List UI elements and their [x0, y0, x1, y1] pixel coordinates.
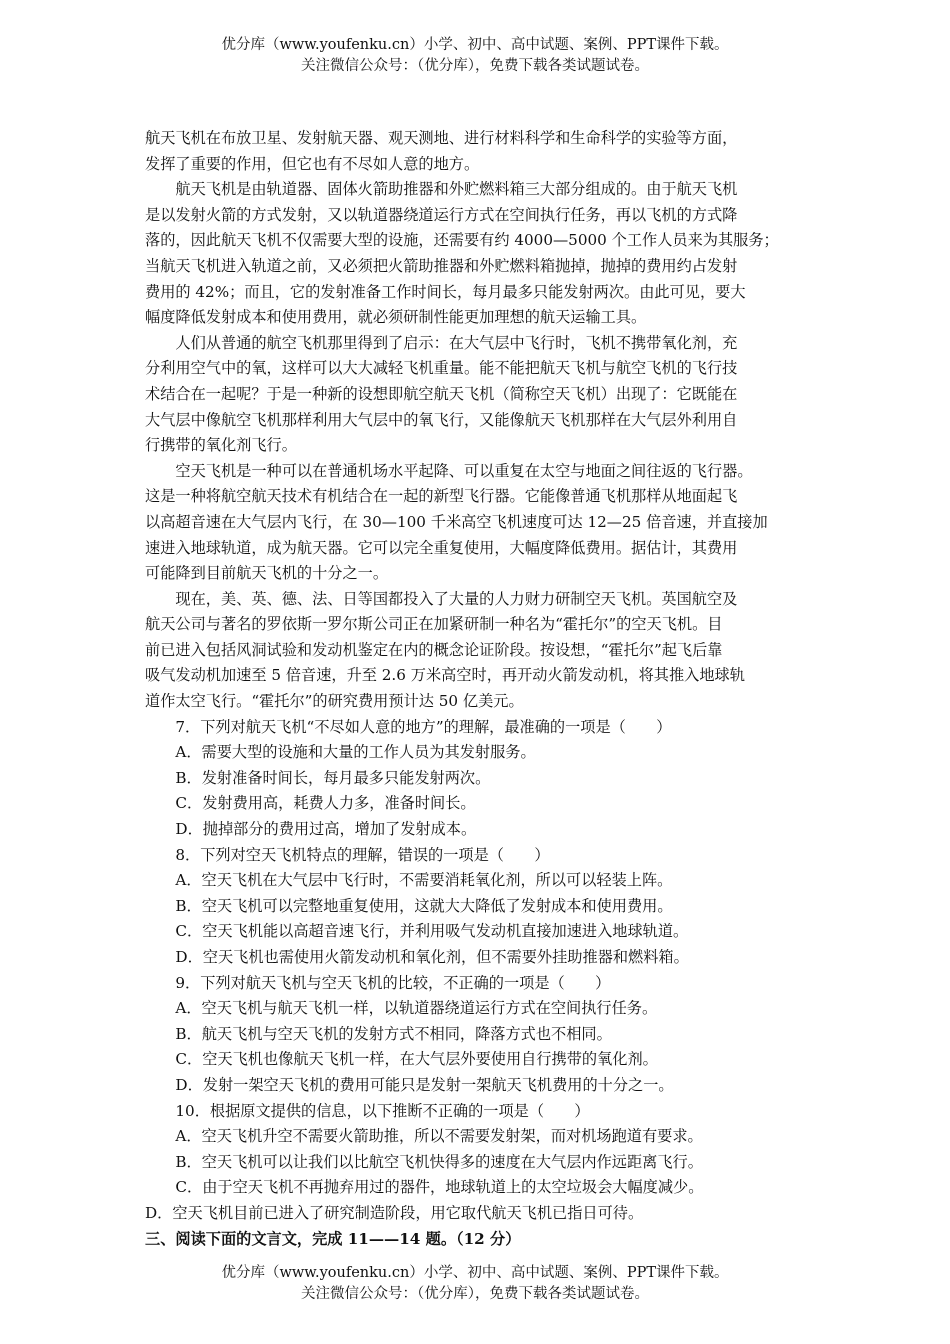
question-9-option-a: A．空天飞机与航天飞机一样，以轨道器绕道运行方式在空间执行任务。 [175, 999, 658, 1018]
question-8-option-d: D．空天飞机也需使用火箭发动机和氧化剂，但不需要外挂助推器和燃料箱。 [175, 948, 689, 966]
question-10-option-b: B．空天飞机可以让我们以比航空飞机快得多的速度在大气层内作远距离飞行。 [175, 1152, 703, 1171]
passage-line: 是以发射火箭的方式发射，又以轨道器绕道运行方式在空间执行任务，再以飞机的方式降 [145, 205, 738, 224]
passage-line: 发挥了重要的作用，但它也有不尽如人意的地方。 [145, 154, 480, 173]
passage-line: 这是一种将航空航天技术有机结合在一起的新型飞行器。它能像普通飞机那样从地面起飞 [145, 487, 738, 506]
header-line-2: 关注微信公众号：（优分库），免费下载各类试题试卷。 [301, 58, 649, 74]
passage-line: 空天飞机是一种可以在普通机场水平起降、可以重复在太空与地面之间往返的飞行器。 [175, 461, 753, 480]
passage-line: 道作太空飞行。“霍托尔”的研究费用预计达 50 亿美元。 [145, 692, 524, 711]
passage-line: 以高超音速在大气层内飞行，在 30—100 千米高空飞机速度可达 12—25 倍音速，并直接加 [145, 512, 768, 531]
page-footer [0, 1263, 950, 1305]
passage-line: 人们从普通的航空飞机那里得到了启示：在大气层中飞行时，飞机不携带氧化剂，充 [175, 333, 738, 352]
question-9-option-d: D．发射一架空天飞机的费用可能只是发射一架航天飞机费用的十分之一。 [175, 1075, 674, 1094]
passage-line: 行携带的氧化剂飞行。 [145, 436, 297, 455]
question-7-option-b: B．发射准备时间长，每月最多只能发射两次。 [175, 768, 491, 787]
passage-line: 吸气发动机加速至 5 倍音速，升至 2.6 万米高空时，再开动火箭发动机，将其推入地球轨 [145, 666, 745, 685]
passage-line: 分利用空气中的氧，这样可以大大减轻飞机重量。能不能把航天飞机与航空飞机的飞行技 [145, 359, 738, 378]
question-8-option-b: B．空天飞机可以完整地重复使用，这就大大降低了发射成本和使用费用。 [175, 896, 673, 915]
question-8-stem: 8．下列对空天飞机特点的理解，错误的一项是（ ） [175, 845, 550, 864]
question-7-option-c: C．发射费用高，耗费人力多，准备时间长。 [175, 794, 476, 813]
question-7-option-a: A．需要大型的设施和大量的工作人员为其发射服务。 [175, 743, 536, 762]
document-body [145, 126, 810, 1252]
question-7-stem: 7．下列对航天飞机“不尽如人意的地方”的理解，最准确的一项是（ ） [175, 717, 672, 736]
passage-line: 速进入地球轨道，成为航天器。它可以完全重复使用，大幅度降低费用。据估计，其费用 [145, 538, 738, 557]
question-10-option-d: D．空天飞机目前已进入了研究制造阶段，用它取代航天飞机已指日可待。 [145, 1203, 644, 1222]
passage-line: 术结合在一起呢？于是一种新的设想即航空航天飞机（简称空天飞机）出现了：它既能在 [145, 384, 738, 403]
passage-line: 前已进入包括风洞试验和发动机鉴定在内的概念论证阶段。按设想，“霍托尔”起飞后靠 [145, 640, 723, 659]
passage-line: 航天公司与著名的罗依斯一罗尔斯公司正在加紧研制一种名为“霍托尔”的空天飞机。目 [145, 615, 723, 634]
question-7-option-d: D．抛掉部分的费用过高，增加了发射成本。 [175, 820, 477, 839]
passage-line: 现在，美、英、德、法、日等国都投入了大量的人力财力研制空天飞机。英国航空及 [175, 589, 738, 608]
question-9-option-c: C．空天飞机也像航天飞机一样，在大气层外要使用自行携带的氧化剂。 [175, 1050, 658, 1069]
passage-line: 航天飞机是由轨道器、固体火箭助推器和外贮燃料箱三大部分组成的。由于航天飞机 [175, 180, 738, 199]
passage-line: 落的，因此航天飞机不仅需要大型的设施，还需要有约 4000—5000 个工作人员来为其服务； [145, 231, 779, 250]
passage-line: 幅度降低发射成本和使用费用，就必须研制性能更加理想的航天运输工具。 [145, 308, 647, 327]
passage-line: 费用的 42%；而且，它的发射准备工作时间长，每月最多只能发射两次。由此可见，要大 [145, 282, 746, 301]
question-8-option-a: A．空天飞机在大气层中飞行时，不需要消耗氧化剂，所以可以轻装上阵。 [175, 871, 673, 890]
passage-line: 航天飞机在布放卫星、发射航天器、观天测地、进行材料科学和生命科学的实验等方面， [145, 129, 738, 147]
passage-line: 大气层中像航空飞机那样利用大气层中的氧飞行，又能像航天飞机那样在大气层外利用自 [145, 410, 738, 429]
page-header [0, 35, 950, 77]
passage-line: 当航天飞机进入轨道之前，又必须把火箭助推器和外贮燃料箱抛掉，抛掉的费用约占发射 [145, 256, 738, 275]
question-9-stem: 9．下列对航天飞机与空天飞机的比较，不正确的一项是（ ） [175, 973, 611, 992]
question-9-option-b: B．航天飞机与空天飞机的发射方式不相同，降落方式也不相同。 [175, 1024, 612, 1043]
passage-line: 可能降到目前航天飞机的十分之一。 [145, 564, 388, 583]
question-10-option-c: C．由于空天飞机不再抛弃用过的器件，地球轨道上的太空垃圾会大幅度减少。 [175, 1178, 704, 1197]
footer-line-2: 关注微信公众号：（优分库），免费下载各类试题试卷。 [301, 1286, 649, 1302]
header-line-1: 优分库（www.youfenku.cn）小学、初中、高中试题、案例、PPT课件下载。 [221, 37, 729, 53]
question-10-stem: 10．根据原文提供的信息，以下推断不正确的一项是（ ） [175, 1101, 590, 1120]
question-8-option-c: C．空天飞机能以高超音速飞行，并利用吸气发动机直接加速进入地球轨道。 [175, 922, 689, 941]
question-10-option-a: A．空天飞机升空不需要火箭助推，所以不需要发射架，而对机场跑道有要求。 [175, 1127, 703, 1146]
section-3-heading: 三、阅读下面的文言文，完成 11——14 题。（12 分） [145, 1229, 521, 1248]
footer-line-1: 优分库（www.youfenku.cn）小学、初中、高中试题、案例、PPT课件下载。 [221, 1265, 729, 1281]
